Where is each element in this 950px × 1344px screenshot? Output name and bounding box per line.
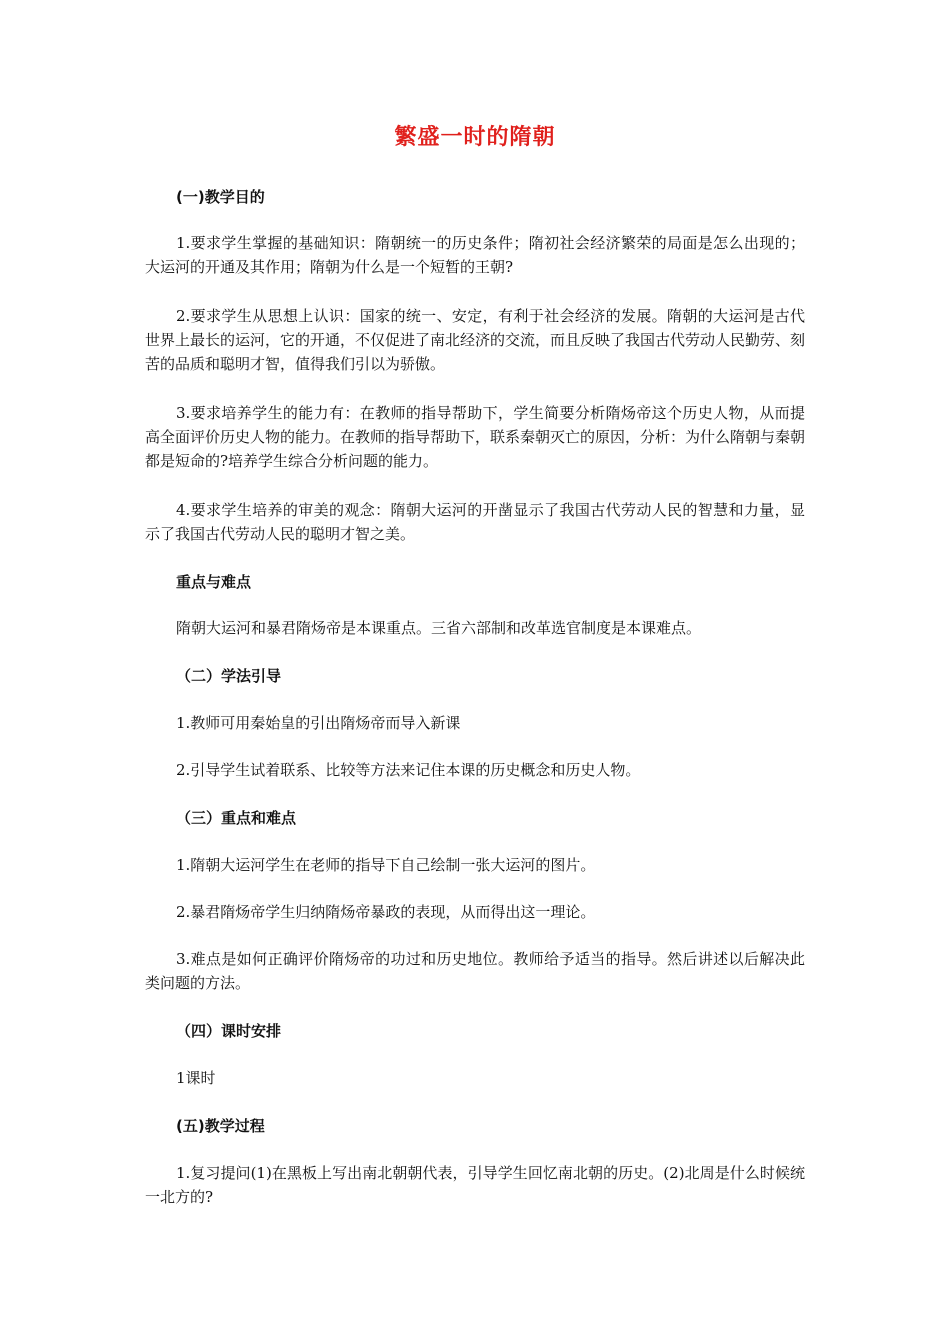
method-item: 2.引导学生试着联系、比较等方法来记住本课的历史概念和历史人物。 [176, 761, 641, 779]
difficulty-item: 2.暴君隋炀帝学生归纳隋炀帝暴政的表现，从而得出这一理论。 [176, 903, 596, 921]
difficulty-item: 3.难点是如何正确评价隋炀帝的功过和历史地位。教师给予适当的指导。然后讲述以后解决此类问题的方法。 [145, 950, 805, 992]
method-item: 1.教师可用秦始皇的引出隋炀帝而导入新课 [176, 714, 461, 732]
method-heading: （二）学法引导 [176, 667, 282, 685]
difficulty-item: 1.隋朝大运河学生在老师的指导下自己绘制一张大运河的图片。 [176, 856, 596, 874]
objective-paragraph: 1.要求学生掌握的基础知识：隋朝统一的历史条件；隋初社会经济繁荣的局面是怎么出现的；大运河的开通及其作用；隋朝为什么是一个短暂的王朝? [145, 234, 805, 276]
schedule-heading: （四）课时安排 [176, 1022, 282, 1040]
objective-paragraph: 3.要求培养学生的能力有：在教师的指导帮助下，学生简要分析隋炀帝这个历史人物，从而提高全面评价历史人物的能力。在教师的指导帮助下，联系秦朝灭亡的原因，分析：为什么隋朝与秦朝都是短命的?培养学生综合分析问题的能力。 [145, 404, 806, 470]
process-heading: (五)教学过程 [176, 1117, 265, 1135]
schedule-text: 1课时 [176, 1069, 216, 1087]
difficulty-heading: （三）重点和难点 [176, 809, 297, 827]
key-points-heading: 重点与难点 [176, 573, 252, 591]
objectives-heading: (一)教学目的 [176, 188, 265, 206]
page-title: 繁盛一时的隋朝 [394, 125, 556, 150]
key-points-text: 隋朝大运河和暴君隋炀帝是本课重点。三省六部制和改革选官制度是本课难点。 [176, 619, 702, 637]
objective-paragraph: 2.要求学生从思想上认识：国家的统一、安定，有利于社会经济的发展。隋朝的大运河是古代世界上最长的运河，它的开通，不仅促进了南北经济的交流，而且反映了我国古代劳动人民勤劳、刻苦的品质和聪明才智，值得我们引以为骄傲。 [145, 307, 806, 373]
process-item: 1.复习提问(1)在黑板上写出南北朝朝代表，引导学生回忆南北朝的历史。(2)北周是什么时候统一北方的? [145, 1164, 805, 1206]
objective-paragraph: 4.要求学生培养的审美的观念：隋朝大运河的开凿显示了我国古代劳动人民的智慧和力量，显示了我国古代劳动人民的聪明才智之美。 [145, 501, 805, 543]
